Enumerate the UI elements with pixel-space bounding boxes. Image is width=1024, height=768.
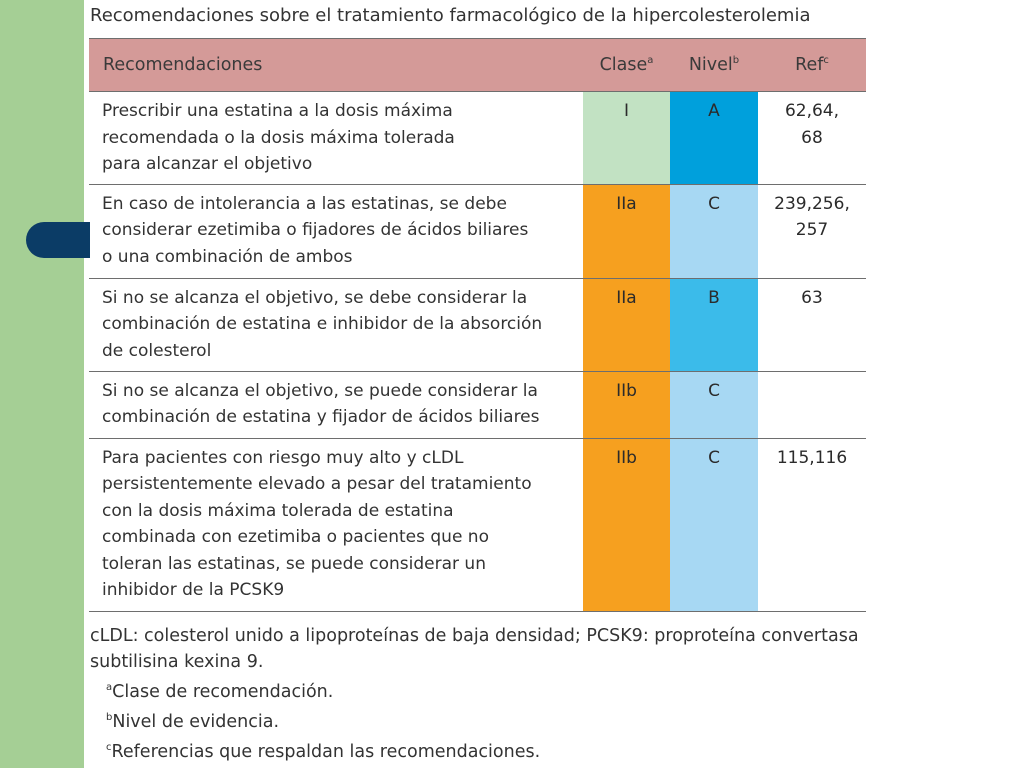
class-cell: I	[583, 92, 670, 185]
footnote-a: $^a$Clase de recomendación.	[106, 681, 334, 702]
header-recomendaciones: Recomendaciones	[89, 39, 583, 92]
recommendation-text: Para pacientes con riesgo muy alto y cLDL persistentemente elevado a pesar del tratamiento con la dosis máxima tolerada de estatina combinada con ezetimiba o pacientes que no toleran las estatinas, se puede considerar un inhibidor de la PCSK9	[89, 438, 583, 611]
recommendation-text: Prescribir una estatina a la dosis máxima recomendada o la dosis máxima tolerada para alcanzar el objetivo	[89, 92, 583, 185]
reference-cell: 63	[758, 278, 866, 371]
recommendation-text: Si no se alcanza el objetivo, se puede considerar la combinación de estatina y fijador de ácidos biliares	[89, 371, 583, 438]
reference-cell	[758, 371, 866, 438]
footnote-abbreviations: cLDL: colesterol unido a lipoproteínas de baja densidad; PCSK9: proproteína convertasa subtilisina kexina 9.	[90, 626, 859, 672]
footnote-c: $^c$Referencias que respaldan las recomendaciones.	[106, 741, 541, 762]
table-header-row	[89, 39, 866, 92]
class-cell: IIa	[583, 278, 670, 371]
left-decorative-strip	[0, 0, 84, 768]
footnote-b: $^b$Nivel de evidencia.	[106, 711, 280, 732]
level-cell: B	[670, 278, 758, 371]
reference-cell: 62,64, 68	[758, 92, 866, 185]
header-ref: Ref$^c$	[758, 39, 866, 92]
navy-tab-decoration	[26, 222, 90, 258]
level-cell: C	[670, 371, 758, 438]
header-clase: Clase$^a$	[583, 39, 670, 92]
header-nivel-sup: b	[732, 55, 740, 67]
class-cell: IIa	[583, 184, 670, 278]
reference-cell: 115,116	[758, 438, 866, 611]
class-cell: IIb	[583, 371, 670, 438]
reference-cell: 239,256, 257	[758, 184, 866, 278]
table-row	[89, 371, 866, 438]
header-nivel: Nivel$^b$	[670, 39, 758, 92]
table-row	[89, 92, 866, 185]
level-cell: C	[670, 184, 758, 278]
slide-title: Recomendaciones sobre el tratamiento farmacológico de la hipercolesterolemia	[90, 5, 811, 26]
class-cell: IIb	[583, 438, 670, 611]
header-ref-sup: c	[823, 55, 829, 67]
level-cell: C	[670, 438, 758, 611]
level-cell: A	[670, 92, 758, 185]
footnote-a-mark: a	[106, 682, 113, 693]
header-clase-sup: a	[647, 55, 654, 67]
footnote-c-mark: c	[106, 741, 112, 753]
footnotes	[90, 623, 880, 764]
table-row	[89, 184, 866, 278]
recommendation-text: En caso de intolerancia a las estatinas, se debe considerar ezetimiba o fijadores de ácidos biliares o una combinación de ambos	[89, 184, 583, 278]
footnote-b-mark: b	[106, 711, 113, 723]
recommendation-text: Si no se alcanza el objetivo, se debe considerar la combinación de estatina e inhibidor de la absorción de colesterol	[89, 278, 583, 371]
table-row	[89, 278, 866, 371]
recommendations-table	[89, 38, 866, 612]
table-row	[89, 438, 866, 611]
